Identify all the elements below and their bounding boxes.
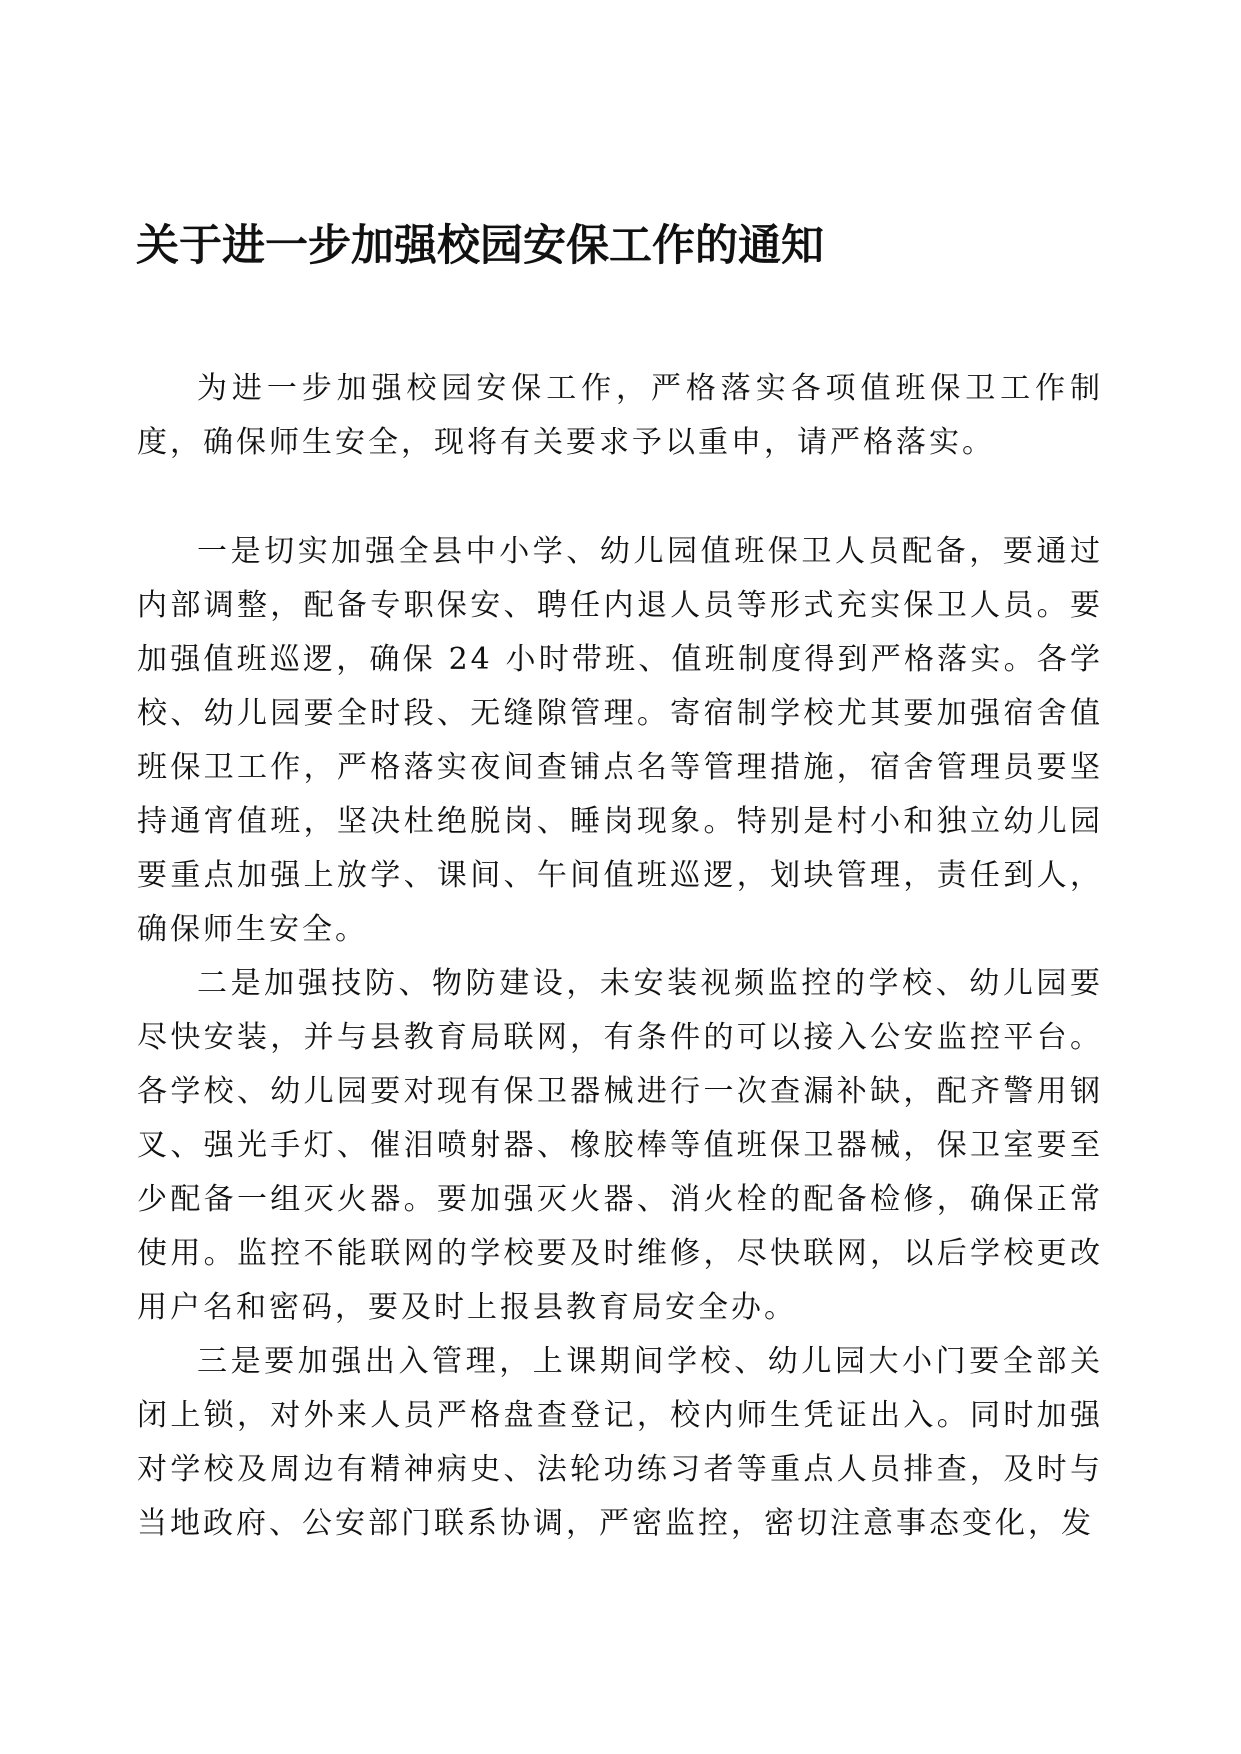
paragraph-point-3: 三是要加强出入管理，上课期间学校、幼儿园大小门要全部关闭上锁，对外来人员严格盘查登记，校内师生凭证出入。同时加强对学校及周边有精神病史、法轮功练习者等重点人员排查，及时与当地政府、公安部门联系协调，严密监控，密切注意事态变化，发 bbox=[137, 1344, 1103, 1541]
intro-section bbox=[137, 362, 1103, 470]
document-title: 关于进一步加强校园安保工作的通知 bbox=[136, 221, 824, 271]
requirements-section bbox=[137, 525, 1103, 1551]
intro-paragraph: 为进一步加强校园安保工作，严格落实各项值班保卫工作制度，确保师生安全，现将有关要求予以重申，请严格落实。 bbox=[137, 371, 1103, 460]
paragraph-point-1: 一是切实加强全县中小学、幼儿园值班保卫人员配备，要通过内部调整，配备专职保安、聘任内退人员等形式充实保卫人员。要加强值班巡逻，确保 24 小时带班、值班制度得到严格落实。各学校、幼儿园要全时段、无缝隙管理。寄宿制学校尤其要加强宿舍值班保卫工作，严格落实夜间查铺点名等管理措施，宿舍管理员要坚持通宵值班，坚决杜绝脱岗、睡岗现象。特别是村小和独立幼儿园要重点加强上放学、课间、午间值班巡逻，划块管理，责任到人，确保师生安全。 bbox=[137, 534, 1103, 947]
paragraph-point-2: 二是加强技防、物防建设，未安装视频监控的学校、幼儿园要尽快安装，并与县教育局联网，有条件的可以接入公安监控平台。各学校、幼儿园要对现有保卫器械进行一次查漏补缺，配齐警用钢叉、强光手灯、催泪喷射器、橡胶棒等值班保卫器械，保卫室要至少配备一组灭火器。要加强灭火器、消火栓的配备检修，确保正常使用。监控不能联网的学校要及时维修，尽快联网，以后学校更改用户名和密码，要及时上报县教育局安全办。 bbox=[137, 966, 1103, 1325]
